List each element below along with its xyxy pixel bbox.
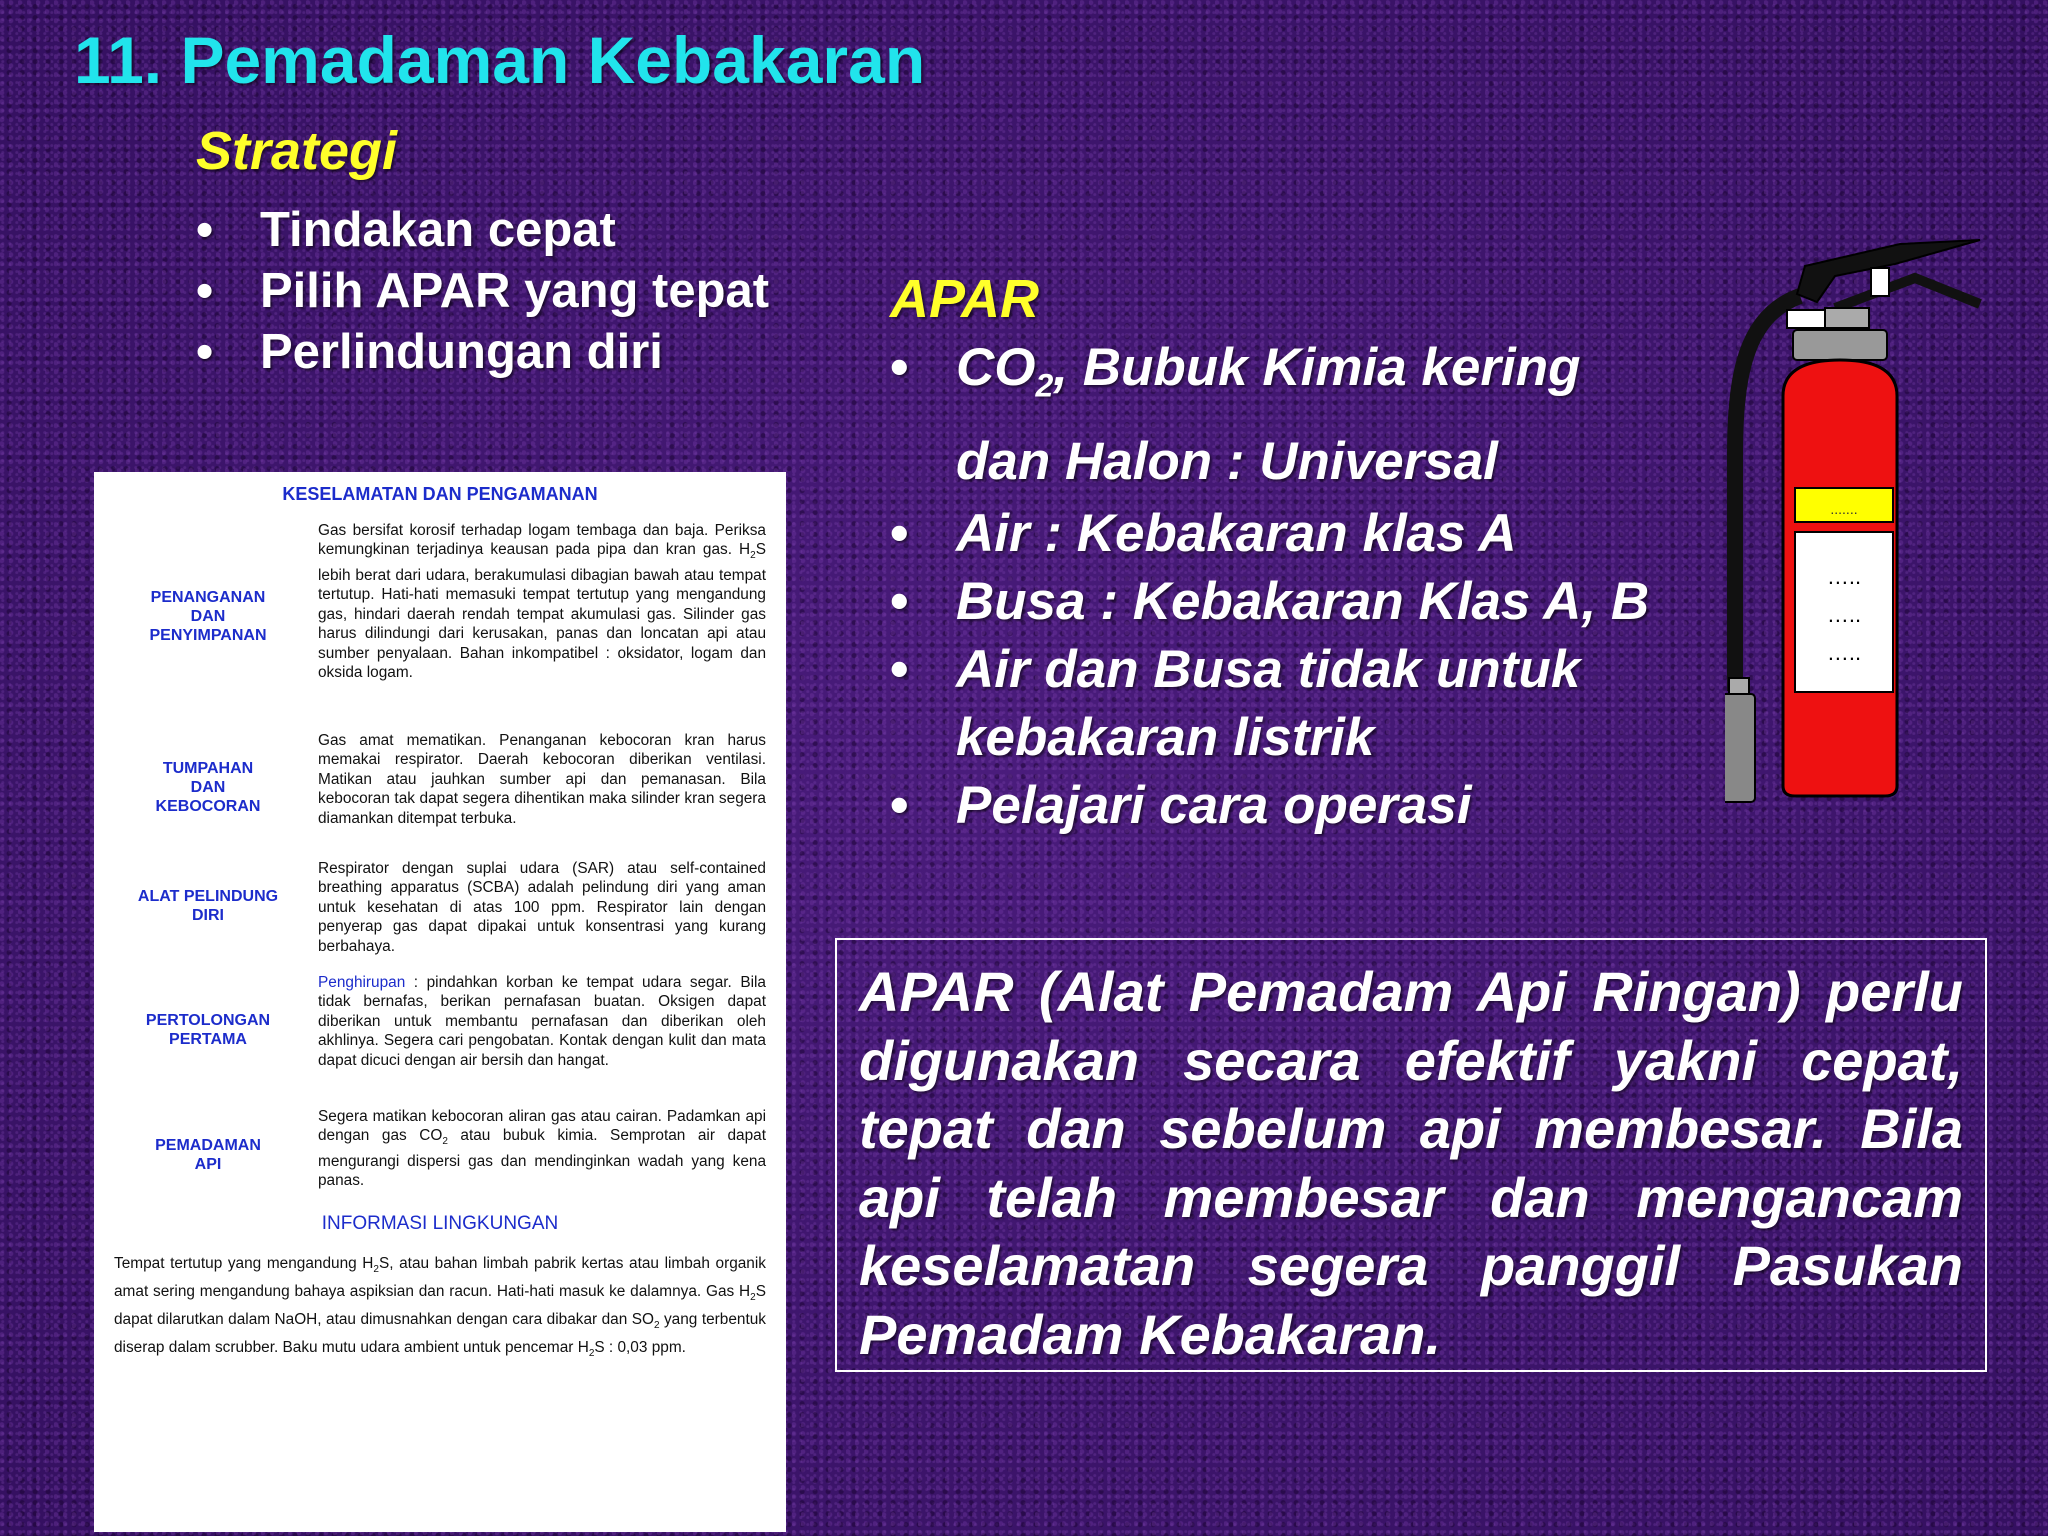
- row-label: ALAT PELINDUNG DIRI: [137, 888, 279, 924]
- svg-text:.......: .......: [1830, 501, 1858, 517]
- extinguisher-valve: [1825, 308, 1869, 328]
- extinguisher-cap: [1793, 330, 1887, 360]
- apar-info-box: [835, 938, 1987, 1372]
- bullet-icon: •: [196, 325, 214, 379]
- document-row: [114, 855, 766, 957]
- row-label: PEMADAMAN API: [155, 1137, 261, 1173]
- row-text: Penghirupan : pindahkan korban ke tempat udara segar. Bila tidak bernafas, berikan pernafasan buatan. Oksigen dapat diberikan untuk membantu pernafasan dan diberikan oleh akhlinya. Segera cari pengobatan. Kontak dengan kulit dan mata dapat dicuci dengan air bersih dan hangat.: [318, 974, 766, 1069]
- row-label: PENANGANAN DAN PENYIMPANAN: [149, 588, 267, 644]
- safety-document: [94, 472, 786, 1532]
- svg-text:…..: …..: [1826, 602, 1862, 627]
- bullet-icon: •: [890, 338, 909, 397]
- row-label: TUMPAHAN DAN KEBOCORAN: [155, 759, 261, 815]
- fire-extinguisher-icon: [1725, 236, 1985, 806]
- apar-heading: APAR: [890, 269, 1040, 329]
- slide-title: 11. Pemadaman Kebakaran: [74, 23, 926, 97]
- strategy-item: • Pilih APAR yang tepat: [196, 261, 769, 322]
- strategy-item: • Perlindungan diri: [196, 322, 769, 383]
- row-text: Segera matikan kebocoran aliran gas atau cairan. Padamkan api dengan gas $CO_2$ atau bubuk kimia. Semprotan air dapat mengurangi dispersi gas dan mendinginkan wadah yang kena panas.: [318, 1108, 767, 1190]
- extinguisher-nozzle: [1725, 694, 1755, 802]
- bullet-icon: •: [890, 503, 909, 563]
- document-row: [114, 1103, 766, 1207]
- apar-item: • Air dan Busa tidak untuk: [890, 636, 1750, 704]
- highlight-term: Penghirupan: [318, 974, 406, 991]
- document-row: [114, 727, 766, 847]
- row-label: PERTOLONGAN PERTAMA: [145, 1012, 271, 1048]
- row-text: Gas bersifat korosif terhadap logam tembaga dan baja. Periksa kemungkinan terjadinya keausan pada pipa dan kran gas. $H_2S$ lebih berat dari udara, berakumulasi dibagian bawah atau tempat tertutup. Hati-hati memasuki tempat tertutup yang mengandung gas, hindari daerah rendah tempat akumulasi gas. Silinder gas harus dilindungi dari kerusakan, panas dan loncatan api atau sumber penyalaan. Bahan inkompatibel : oksidator, logam dan oksida logam.: [318, 522, 766, 681]
- apar-item-continuation: dan Halon : Universal: [956, 431, 1498, 491]
- section-title: INFORMASI LINGKUNGAN: [321, 1213, 559, 1234]
- row-text: Gas amat mematikan. Penanganan kebocoran kran harus memakai respirator. Daerah kebocoran diberikan ventilasi. Matikan atau jauhkan sumber api dan pemanasan. Bila kebocoran tak dapat segera dihentikan maka silinder kran segera diamankan ditempat terbuka.: [318, 732, 766, 827]
- bullet-icon: •: [890, 639, 909, 699]
- apar-info-text: APAR (Alat Pemadam Api Ringan) perlu digunakan secara efektif yakni cepat, tepat dan sebelum api membesar. Bila api telah membesar dan mengancam keselamatan segera panggil Pasukan Pemadam Kebakaran.: [859, 960, 1963, 1366]
- strategy-item: • Tindakan cepat: [196, 200, 769, 261]
- apar-item-continuation: kebakaran listrik: [956, 707, 1375, 767]
- apar-list: [890, 330, 1750, 840]
- bullet-icon: •: [196, 264, 214, 318]
- document-row: [114, 969, 766, 1091]
- strategy-heading: Strategi: [196, 121, 398, 181]
- apar-item: • Pelajari cara operasi: [890, 772, 1750, 840]
- bullet-icon: •: [890, 571, 909, 631]
- apar-item: • Busa : Kebakaran Klas A, B: [890, 568, 1750, 636]
- svg-text:…..: …..: [1826, 640, 1862, 665]
- svg-text:…..: …..: [1826, 564, 1862, 589]
- bullet-icon: •: [196, 203, 214, 257]
- document-row: [114, 517, 766, 715]
- strategy-list: [196, 200, 769, 383]
- environment-text: Tempat tertutup yang mengandung $H_2S$, atau bahan limbah pabrik kertas atau limbah organik amat sering mengandung bahaya aspiksian dan racun. Hati-hati masuk ke dalamnya. Gas $H_2S$ dapat dilarutkan dalam NaOH, atau dimusnahkan dengan cara dibakar dan $SO_2$ yang terbentuk diserap dalam scrubber. Baku mutu udara ambient untuk pencemar $H_2S$ : 0,03 ppm.: [114, 1255, 766, 1360]
- apar-item: • $CO_2$, Bubuk Kimia kering: [890, 330, 1750, 424]
- document-title: KESELAMATAN DAN PENGAMANAN: [282, 484, 598, 504]
- bullet-icon: •: [890, 775, 909, 835]
- apar-item: • Air : Kebakaran klas A: [890, 500, 1750, 568]
- row-text: Respirator dengan suplai udara (SAR) atau self-contained breathing apparatus (SCBA) adalah pelindung diri yang aman untuk kesehatan di atas 100 ppm. Respirator lain dengan penyerap gas dapat dipakai untuk konsentrasi yang kurang berbahaya.: [318, 860, 766, 955]
